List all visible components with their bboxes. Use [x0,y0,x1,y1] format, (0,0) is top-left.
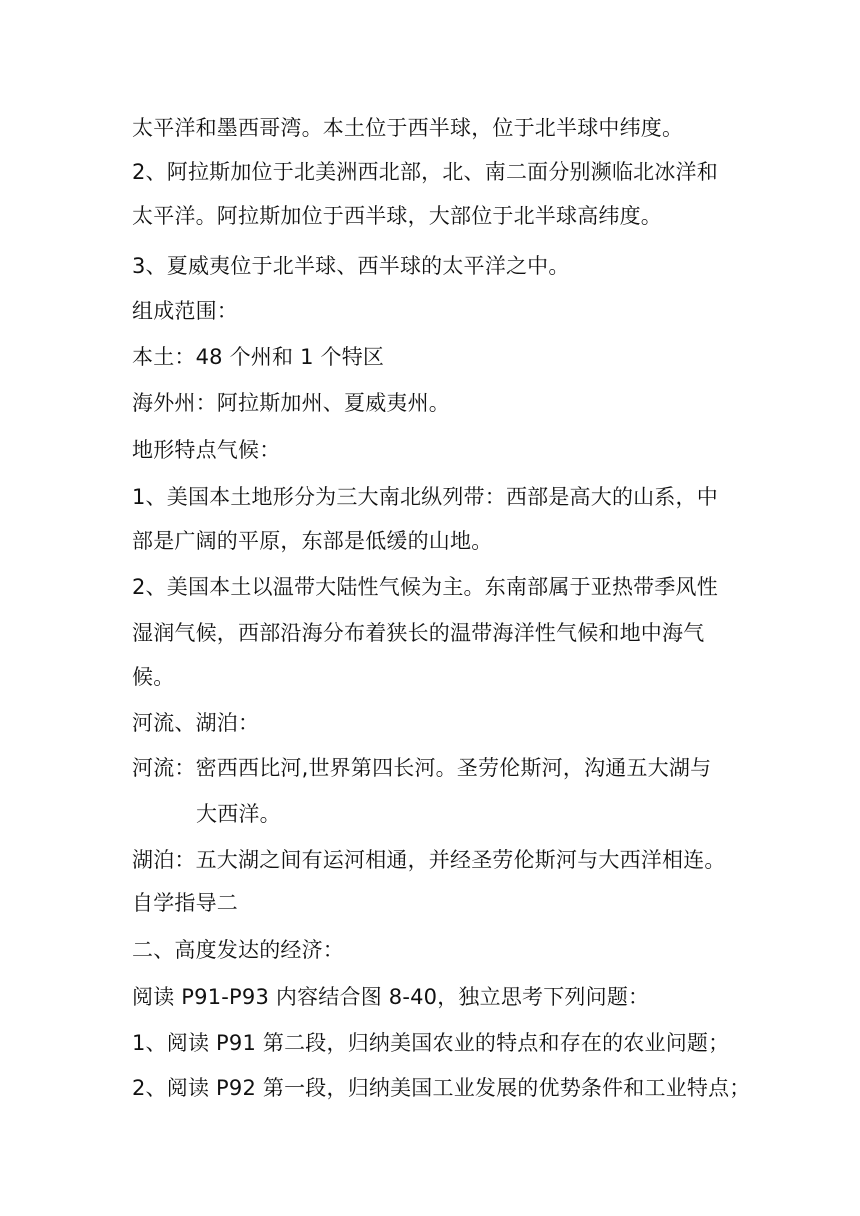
text-line: 1、美国本土地形分为三大南北纵列带：西部是高大的山系，中 [132,485,718,509]
section-heading: 组成范围： [132,299,238,323]
text-line: 大西洋。 [196,802,281,826]
text-line: 海外州：阿拉斯加州、夏威夷州。 [132,391,450,415]
text-line: 3、夏威夷位于北半球、西半球的太平洋之中。 [132,254,570,278]
text-line: 湿润气候，西部沿海分布着狭长的温带海洋性气候和地中海气 [132,621,705,645]
section-heading: 二、高度发达的经济： [132,938,344,962]
text-line: 候。 [132,665,175,689]
section-heading: 地形特点气候： [132,438,281,462]
text-line: 2、阿拉斯加位于北美洲西北部，北、南二面分别濒临北冰洋和 [132,160,718,184]
text-line: 太平洋。阿拉斯加位于西半球，大部位于北半球高纬度。 [132,204,662,228]
text-line: 河流：密西西比河,世界第四长河。圣劳伦斯河，沟通五大湖与 [132,756,712,780]
text-line: 2、美国本土以温带大陆性气候为主。东南部属于亚热带季风性 [132,575,718,599]
text-line: 太平洋和墨西哥湾。本土位于西半球，位于北半球中纬度。 [132,116,684,140]
text-line: 1、阅读 P91 第二段，归纳美国农业的特点和存在的农业问题； [132,1031,730,1055]
section-heading: 河流、湖泊： [132,711,260,735]
text-line: 2、阅读 P92 第一段，归纳美国工业发展的优势条件和工业特点； [132,1076,751,1100]
section-heading: 自学指导二 [132,891,238,915]
text-line: 阅读 P91-P93 内容结合图 8-40，独立思考下列问题： [132,985,650,1009]
text-line: 部是广阔的平原，东部是低缓的山地。 [132,529,493,553]
text-line: 湖泊：五大湖之间有运河相通，并经圣劳伦斯河与大西洋相连。 [132,848,726,872]
text-line: 本土：48 个州和 1 个特区 [132,345,385,369]
